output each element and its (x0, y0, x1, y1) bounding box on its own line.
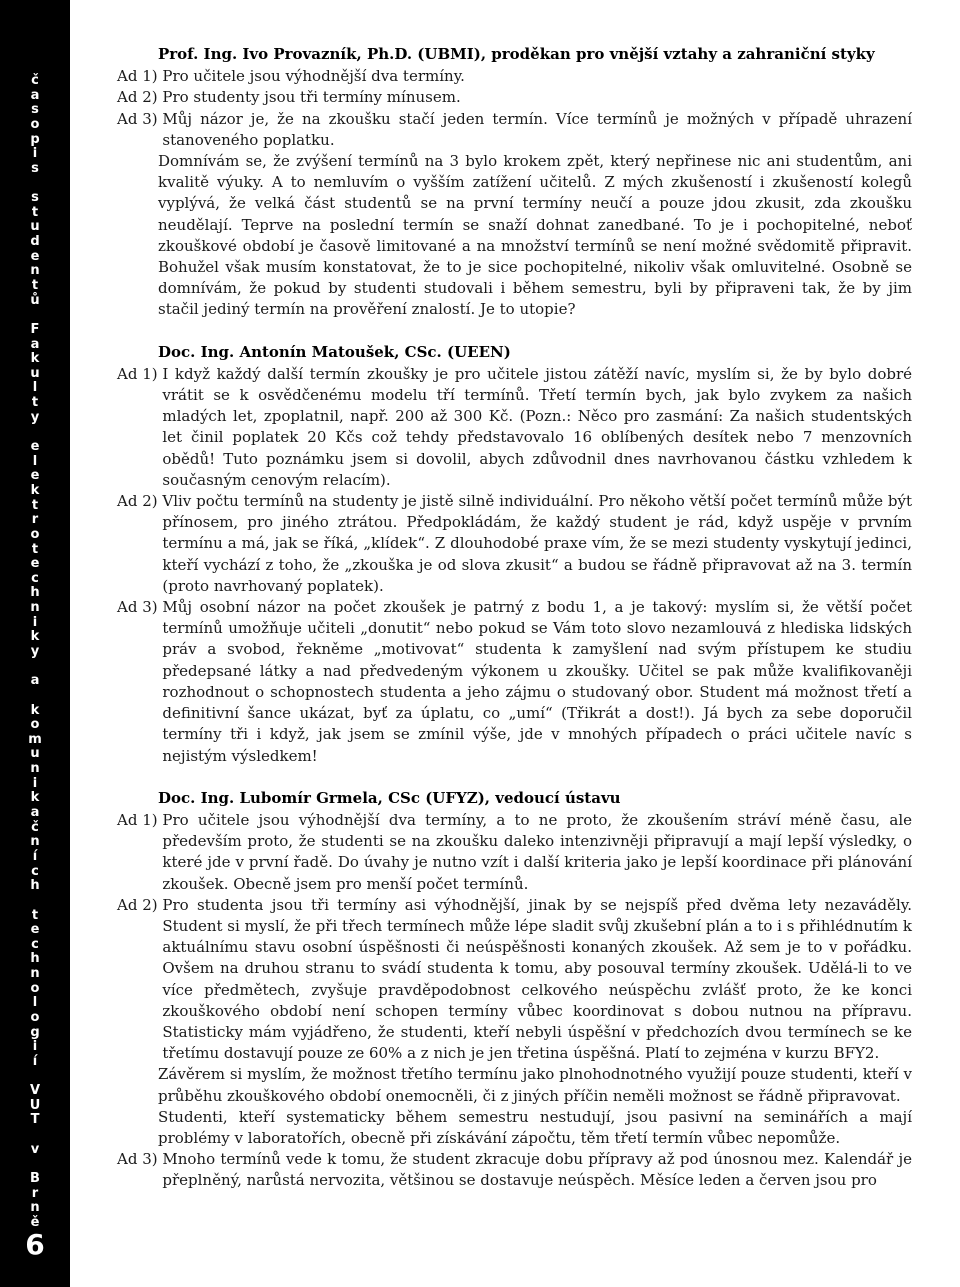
vertical-title-char: a (30, 336, 40, 352)
vertical-title-char: e (30, 468, 40, 484)
answer-2 (117, 895, 912, 1065)
vertical-title-char: h (30, 878, 40, 894)
vertical-title-char: a (30, 805, 40, 821)
answer-text: I když každý další termín zkoušky je pro učitele jistou zátěží navíc, myslím si, že by bylo dobré vrátit se k osvědčenému modelu tří termínů. Třetí termín bych, jak bylo zvykem za našich mladých let, zpoplatnil, např. 200 až 300 Kč. (Pozn.: Něco pro zasmání: Za našich studentských let činil poplatek 20 Kčs což tehdy představovalo 16 oblíbených desítek nebo 7 menzovních obědů! Tuto poznámku jsem si dovolil, abych zdůvodnil dnes navrhovanou částku vzhledem k současným cenovým relacím). (162, 364, 912, 489)
vertical-title-char (26, 425, 44, 440)
paragraph: Závěrem si myslím, že možnost třetího termínu jako plnohodnotného využijí pouze studenti, kteří v průběhu zkouškového období onemocněli, či z jiných příčin neměli možnost se řádně připravovat. (158, 1065, 912, 1105)
vertical-title-char: u (30, 746, 40, 762)
answer-1 (117, 66, 912, 87)
vertical-title-char (26, 660, 44, 675)
vertical-title-char: o (30, 116, 40, 132)
vertical-title-char: t (31, 541, 39, 557)
vertical-title-char: í (32, 848, 38, 864)
vertical-title-char (26, 689, 44, 704)
answer-text: Pro učitele jsou výhodnější dva termíny. (162, 67, 465, 86)
vertical-title-char: B (30, 1171, 40, 1187)
vertical-title-char: e (30, 248, 40, 264)
interview-section-provaznik (117, 44, 912, 321)
vertical-title-char: t (31, 395, 39, 411)
vertical-title-char: t (31, 497, 39, 513)
answer-3 (117, 109, 912, 151)
vertical-title-char: m (28, 731, 42, 747)
vertical-title-char (26, 894, 44, 909)
answer-text: Pro studenta jsou tři termíny asi výhodnější, jinak by se nejspíš před dvěma lety nezaváděly. Student si myslí, že při třech termínech může lépe sladit svůj zkušební plán a to i s přihlédnutím k aktuálnímu stavu osobní úspěšnosti či neúspěšnosti konaných zkoušek. Až sem je to v pořádku. Ovšem na druhou stranu to svádí studenta k tomu, aby posouval termíny zkoušek. Udělá-li to ve více předmětech, zvyšuje pravděpodobnost celkového neúspěchu zvlášť proto, že ke konci zkouškového období není schopen termíny vůbec koordinovat s dobou nutnou na přípravu. Statisticky mám vyjádřeno, že studenti, kteří nebyli úspěšní v předchozích dvou termínech se ke třetímu dostavují pouze ze 60% a z nich je jen třetina úspěšná. Platí to zejména v kurzu BFY2. (162, 895, 912, 1063)
vertical-title-char: g (30, 1024, 40, 1040)
vertical-title-char: n (30, 600, 40, 616)
vertical-title-char: í (32, 1053, 38, 1069)
vertical-title-char: i (32, 1039, 38, 1055)
vertical-title-char: i (32, 775, 38, 791)
vertical-title-char: n (30, 263, 40, 279)
answer-text: Mnoho termínů vede k tomu, že student zkracuje dobu přípravy až pod únosnou mez. Kalendář je přeplněný, narůstá nervozita, většinou se dostavuje neúspěch. Měsíce leden a červen jsou pro (162, 1150, 912, 1190)
paragraph: Studenti, kteří systematicky během semestru nestudují, jsou pasivní na seminářích a mají problémy v laboratořích, obecně při získávání zápočtu, těm třetí termín vůbec nepomůže. (158, 1107, 912, 1147)
interview-section-matousek (117, 342, 912, 767)
vertical-title-char: n (30, 1200, 40, 1216)
vertical-title-char: ě (30, 1214, 40, 1230)
answer-label: Ad 2) (117, 492, 163, 511)
vertical-title-char: U (29, 1097, 41, 1113)
vertical-title-char: n (30, 761, 40, 777)
answer-text: Můj osobní názor na počet zkoušek je patrný z bodu 1, a je takový: myslím si, že větší počet termínů umožňuje učiteli „donutit“ nebo pokud se Vám toto slovo nezamlouvá z hlediska lidských práv a svobod, řekněme „motivovat“ studenta k zamyšlení nad svým přístupem ke studiu předepsané látky a nad předvedeným výkonem u zkoušky. Učitel se pak může kvalifikovaněji rozhodnout o schopnostech studenta a jeho zájmu o studovaný obor. Student má možnost třetí a definitivní šance ukázat, byť za úplatu, co „umí“ (Třikrát a dost!). Já bych za sebe doporučil termíny tři i když, jak jsem se zmínil výše, jde v mnohých případech o práci učitele navíc s nejistým výsledkem! (162, 598, 912, 765)
vertical-title-char: l (32, 995, 38, 1011)
vertical-title-char: c (31, 570, 39, 586)
answer-text: Můj názor je, že na zkoušku stačí jeden termín. Více termínů je možných v případě uhrazení stanoveného poplatku. (162, 109, 912, 149)
vertical-title-char (26, 176, 44, 191)
vertical-title-char: u (30, 365, 40, 381)
vertical-title-char: k (30, 629, 40, 645)
vertical-title-char: o (30, 1010, 40, 1025)
vertical-title-char: t (31, 277, 39, 293)
paragraph: Domnívám se, že zvýšení termínů na 3 bylo krokem zpět, který nepřinese nic ani studentům, ani kvalitě výuky. A to nemluvím o vyšším zatížení učitelů. Z mých zkušeností i zkušeností kolegů vyplývá, že velká část studentů se na první termíny neučí a pouze jdou zkusit, zda zkoušku neudělají. Teprve na poslední termín se snaží dohnat zanedbané. To je i pochopitelné, neboť zkouškové období je časově limitované a na množství termínů se není možné svědomitě připravit. Bohužel však musím konstatovat, že to je sice pochopitelné, nikoliv však omluvitelné. Osobně se domnívám, že pokud by studenti studovali i během semestru, byli by připraveni tak, že by jim stačil jediný termín na prověření znalostí. Je to utopie? (158, 152, 912, 319)
vertical-title-char: e (30, 439, 40, 455)
vertical-title-char: s (31, 102, 39, 118)
vertical-title-char: n (30, 834, 40, 850)
answer-2 (117, 87, 912, 108)
section-heading: Prof. Ing. Ivo Provazník, Ph.D. (UBMI), proděkan pro vnější vztahy a zahraniční styky (158, 45, 875, 63)
vertical-title-char (26, 308, 44, 323)
vertical-title-char: h (30, 585, 40, 601)
vertical-title-char: e (30, 556, 40, 572)
vertical-title-char: č (31, 819, 39, 835)
answer-label: Ad 1) (117, 67, 163, 86)
vertical-title-char: t (31, 907, 39, 923)
vertical-title-char (26, 1070, 44, 1085)
answer-1 (117, 364, 912, 491)
answer-3 (117, 597, 912, 767)
section-heading: Doc. Ing. Lubomír Grmela, CSc (UFYZ), vedoucí ústavu (158, 788, 621, 807)
vertical-title-char: i (32, 614, 38, 630)
answer-label: Ad 1) (117, 364, 163, 383)
vertical-title-char: a (30, 87, 40, 103)
vertical-title-char: n (30, 966, 40, 982)
vertical-title-char: a (30, 673, 40, 689)
vertical-title-char: i (32, 146, 38, 162)
vertical-title-char: o (30, 526, 40, 542)
vertical-magazine-title (26, 74, 44, 1231)
vertical-title-char: k (30, 351, 40, 367)
vertical-title-char: l (32, 380, 38, 396)
vertical-title-char: k (30, 790, 40, 806)
answer-label: Ad 2) (117, 88, 163, 107)
vertical-title-char: e (30, 922, 40, 938)
answer-text: Vliv počtu termínů na studenty je jistě silně individuální. Pro někoho větší počet termínů může být přínosem, pro jiného ztrátou. Předpokládám, že každý student je rád, když uspěje v prvním termínu a má, jak se říká, „klídek“. Z dlouhodobé praxe vím, že se mezi studenty vyskytují jedinci, kteří vychází z toho, že „zkouška je od slova zkusit“ a budou se řádně připravovat až na 3. termín (proto navrhovaný poplatek). (162, 492, 912, 595)
page-number: 6 (25, 1228, 45, 1261)
vertical-title-char: ů (30, 292, 40, 308)
vertical-title-char: c (31, 936, 39, 952)
vertical-title-char: r (31, 1185, 39, 1201)
vertical-title-char: k (30, 482, 40, 498)
vertical-title-char: t (31, 204, 39, 220)
vertical-title-char: y (30, 643, 40, 659)
section-heading: Doc. Ing. Antonín Matoušek, CSc. (UEEN) (158, 342, 511, 361)
answer-label: Ad 1) (117, 810, 163, 829)
vertical-title-char (26, 1157, 44, 1172)
vertical-title-char: l (32, 453, 38, 469)
vertical-title-char: s (31, 160, 39, 176)
vertical-title-char: T (30, 1112, 40, 1128)
vertical-title-char: p (30, 131, 40, 147)
vertical-title-char: o (30, 717, 40, 733)
vertical-title-char: k (30, 702, 40, 718)
answer-1 (117, 810, 912, 895)
vertical-title-char (26, 1128, 44, 1143)
vertical-title-char: o (30, 980, 40, 996)
vertical-title-char: F (30, 321, 40, 337)
vertical-title-char: y (30, 409, 40, 425)
answer-text: Pro studenty jsou tři termíny mínusem. (162, 88, 461, 107)
article-body (117, 44, 912, 1213)
vertical-title-char: č (31, 73, 39, 88)
interview-section-grmela (117, 788, 912, 1192)
answer-label: Ad 3) (117, 598, 163, 617)
answer-2 (117, 491, 912, 597)
answer-3 (117, 1149, 912, 1191)
vertical-title-char: c (31, 863, 39, 879)
sidebar (0, 0, 70, 1287)
vertical-title-char: d (30, 234, 40, 250)
answer-text: Pro učitele jsou výhodnější dva termíny, a to ne proto, že zkoušením stráví méně času, ale především proto, že studenti se na zkoušku daleko intenzivněji připravují a mají lepší výsledky, o které jde v první řadě. Do úvahy je nutno vzít i další kriteria jako je lepší koordinace při plánování zkoušek. Obecně jsem pro menší počet termínů. (162, 810, 912, 893)
answer-label: Ad 3) (117, 1150, 163, 1169)
vertical-title-char: s (31, 190, 39, 206)
vertical-title-char: h (30, 951, 40, 967)
vertical-title-char: r (31, 512, 39, 528)
answer-label: Ad 2) (117, 895, 163, 914)
vertical-title-char: u (30, 219, 40, 235)
vertical-title-char: V (29, 1083, 41, 1099)
answer-label: Ad 3) (117, 109, 163, 128)
vertical-title-char: v (30, 1141, 40, 1157)
